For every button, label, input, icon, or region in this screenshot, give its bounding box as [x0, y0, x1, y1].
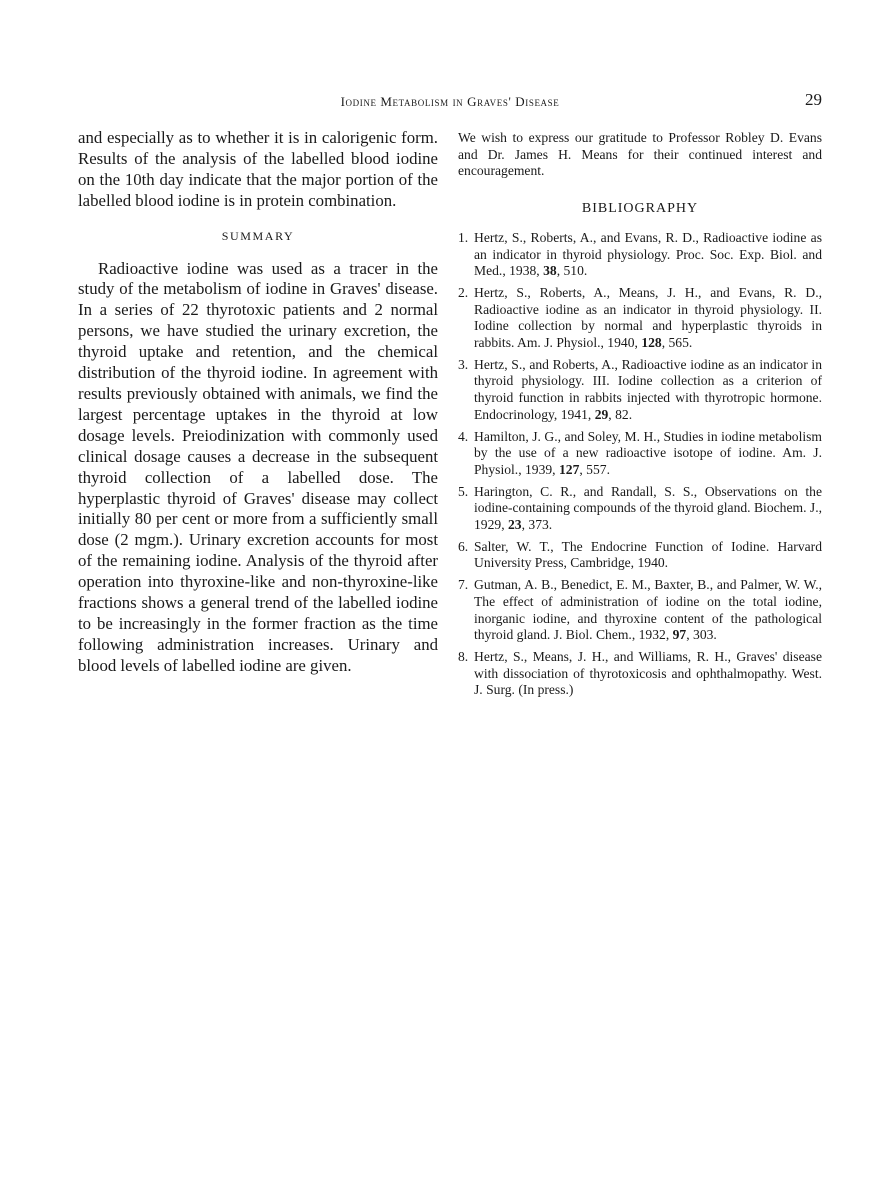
reference-pages: , 373. — [521, 517, 553, 533]
reference-number: 7. — [458, 577, 469, 593]
continuation-paragraph: and especially as to whether it is in calorigenic form. Results of the analysis of the labelled blood iodine on the 10th day indicate that the major portion of the labelled blood iodine is in protein combination. — [78, 128, 438, 210]
reference-number: 4. — [458, 428, 469, 444]
summary-paragraph: Radioactive iodine was used as a tracer in the study of the metabolism of iodine in Graves' disease. In a series of 22 thyrotoxic patients and 2 normal persons, we have studied the urinary excretion, the thyroid uptake and retention, and the chemical distribution of the thyroid iodine. In agreement with results previously obtained with animals, we find the largest percentage uptakes in the thyroid at low dosage levels. Preiodinization with commonly used clinical dosage causes a decrease in the subsequent thyroid collection of a labelled dose. The hyperplastic thyroid of Graves' disease may collect initially 80 per cent or more from a sufficiently small dose (2 mgm.). Urinary excretion accounts for most of the remaining iodine. Analysis of the thyroid after operation into thyroxine-like and non-thyroxine-like fractions shows a general trend of the labelled iodine to be increasingly in the former fraction as the time following administration increases. Urinary and blood levels of labelled iodine are given. — [78, 258, 438, 675]
reference-item — [458, 429, 822, 479]
reference-item — [458, 357, 822, 424]
page-number: 29 — [805, 90, 822, 109]
reference-item — [458, 230, 822, 280]
reference-volume: 127 — [558, 461, 580, 477]
reference-number: 5. — [458, 483, 469, 499]
reference-text: Harington, C. R., and Randall, S. S., Observations on the iodine-containing compounds of the thyroid gland. Biochem. J., 1929, — [474, 483, 822, 533]
reference-number: 8. — [458, 648, 469, 664]
reference-number: 3. — [458, 356, 469, 372]
summary-title: SUMMARY — [221, 228, 295, 243]
running-head: Iodine Metabolism in Graves' Disease — [340, 94, 560, 109]
acknowledgement-paragraph: We wish to express our gratitude to Professor Robley D. Evans and Dr. James H. Means for their continued interest and encouragement. — [458, 130, 822, 179]
reference-pages: , 510. — [556, 263, 588, 279]
reference-volume: 97 — [672, 627, 687, 643]
reference-volume: 23 — [508, 517, 522, 533]
reference-number: 1. — [458, 229, 469, 245]
page-header — [78, 90, 822, 114]
reference-pages: , 557. — [579, 461, 610, 477]
reference-volume: 38 — [543, 263, 557, 279]
bibliography-title: BIBLIOGRAPHY — [581, 201, 699, 217]
reference-text: Gutman, A. B., Benedict, E. M., Baxter, B., and Palmer, W. W., The effect of administration of iodine on the total iodine, inorganic iodine, and thyroxine content of the pathological thyroid gland. J. Biol. Chem., 1932, — [474, 577, 822, 643]
reference-text: Hertz, S., and Roberts, A., Radioactive iodine as an indicator in thyroid physiology. III. Iodine collection as a criterion of thyroid function in rabbits injected with thyrotropic hormone. Endocrinology, 1941, — [474, 356, 822, 422]
reference-text: Hertz, S., Roberts, A., Means, J. H., and Evans, R. D., Radioactive iodine as an indicator in thyroid physiology. II. Iodine collection by normal and hyperplastic thyroids in rabbits. Am. J. Physiol., 1940, — [474, 284, 822, 351]
reference-number: 2. — [458, 284, 469, 300]
reference-volume: 128 — [641, 335, 662, 351]
reference-text: Salter, W. T., The Endocrine Function of Iodine. Harvard University Press, Cambridge, 1940. — [474, 538, 822, 571]
reference-item — [458, 484, 822, 534]
reference-text: Hamilton, J. G., and Soley, M. H., Studies in iodine metabolism by the use of a new radioactive isotope of iodine. Am. J. Physiol., 1939, — [474, 428, 822, 477]
reference-text: Hertz, S., Roberts, A., and Evans, R. D., Radioactive iodine as an indicator in thyroid physiology. Proc. Soc. Exp. Biol. and Med., 1938, — [474, 229, 822, 279]
reference-pages: , 565. — [661, 335, 693, 351]
reference-number: 6. — [458, 538, 469, 554]
bibliography-list — [458, 230, 822, 699]
reference-volume: 29 — [594, 406, 609, 422]
reference-item — [458, 539, 822, 572]
reference-pages: , 82. — [608, 406, 633, 422]
reference-item — [458, 577, 822, 644]
reference-item — [458, 285, 822, 352]
reference-item — [458, 649, 822, 699]
reference-pages: , 303. — [686, 627, 717, 643]
right-column — [458, 130, 822, 704]
left-column — [78, 128, 438, 677]
reference-text: Hertz, S., Means, J. H., and Williams, R. H., Graves' disease with dissociation of thyrotoxicosis and ophthalmopathy. West. J. Surg. (In press.) — [474, 648, 822, 698]
